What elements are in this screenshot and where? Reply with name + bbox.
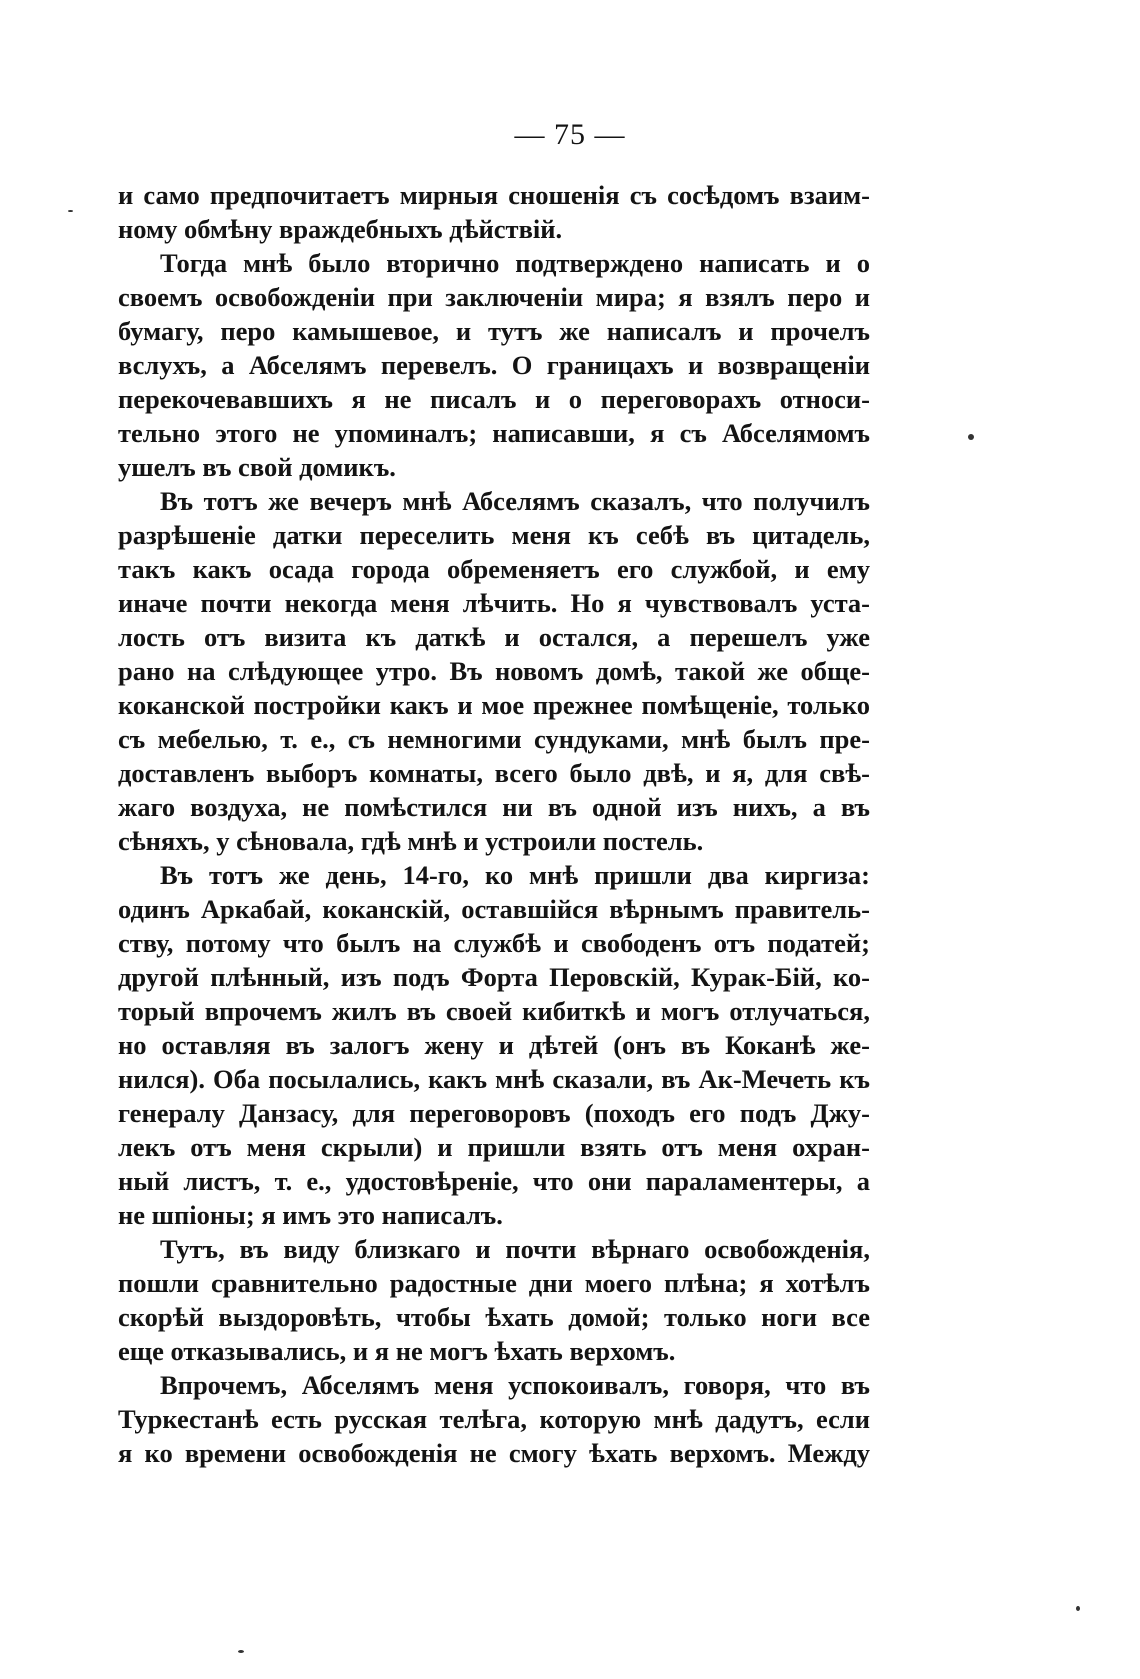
paragraph (118, 1232, 870, 1368)
text-line: генералу Данзасу, для переговоровъ (походъ его подъ Джу- (118, 1098, 870, 1128)
text-line: ству, потому что былъ на службѣ и свободенъ отъ податей; (118, 928, 870, 958)
text-line: и само предпочитаетъ мирныя сношенія съ сосѣдомъ взаим- (118, 180, 870, 210)
text-line: я ко времени освобожденія не смогу ѣхать верхомъ. Между (118, 1438, 870, 1468)
text-line: лость отъ визита къ даткѣ и остался, а перешелъ уже (118, 622, 870, 652)
text-line: тельно этого не упоминалъ; написавши, я съ Абселямомъ (118, 418, 870, 448)
text-line: Тутъ, въ виду близкаго и почти вѣрнаго освобожденія, (160, 1234, 870, 1264)
text-line: Въ тотъ же день, 14-го, ко мнѣ пришли два киргиза: (160, 860, 870, 890)
text-line: нился). Оба посылались, какъ мнѣ сказали, въ Ак-Мечеть къ (118, 1064, 870, 1094)
text-line: бумагу, перо камышевое, и тутъ же написалъ и прочелъ (118, 316, 870, 346)
page-number: — 75 — (514, 118, 626, 151)
text-line: другой плѣнный, изъ подъ Форта Перовскій, Курак-Бій, ко- (118, 962, 870, 992)
text-line: ушелъ въ свой домикъ. (118, 452, 396, 482)
text-line: разрѣшеніе датки переселить меня къ себѣ въ цитадель, (118, 520, 870, 550)
text-line: доставленъ выборъ комнаты, всего было двѣ, и я, для свѣ- (118, 758, 870, 788)
scan-speck (968, 434, 974, 440)
text-line: Впрочемъ, Абселямъ меня успокоивалъ, говоря, что въ (160, 1370, 870, 1400)
text-line: жаго воздуха, не помѣстился ни въ одной изъ нихъ, а въ (118, 792, 870, 822)
text-line: ному обмѣну враждебныхъ дѣйствій. (118, 214, 563, 244)
text-line: не шпіоны; я имъ это написалъ. (118, 1200, 503, 1230)
scan-speck (1076, 1606, 1080, 1611)
text-line: лекъ отъ меня скрыли) и пришли взять отъ меня охран- (118, 1132, 870, 1162)
scan-speck (68, 210, 73, 212)
paragraph (118, 246, 870, 484)
text-line: вслухъ, а Абселямъ перевелъ. О границахъ и возвращеніи (118, 350, 870, 380)
text-line: но оставляя въ залогъ жену и дѣтей (онъ въ Коканѣ же- (118, 1030, 870, 1060)
text-line: рано на слѣдующее утро. Въ новомъ домѣ, такой же обще- (118, 656, 870, 686)
text-line: сѣняхъ, у сѣновала, гдѣ мнѣ и устроили постель. (118, 826, 704, 856)
paragraph (118, 858, 870, 1232)
text-line: съ мебелью, т. е., съ немногими сундуками, мнѣ былъ пре- (118, 724, 870, 754)
paragraph (118, 1368, 870, 1470)
paragraph (118, 484, 870, 858)
text-line: перекочевавшихъ я не писалъ и о переговорахъ относи- (118, 384, 870, 414)
text-line: пошли сравнительно радостные дни моего плѣна; я хотѣлъ (118, 1268, 870, 1298)
text-line: Въ тотъ же вечеръ мнѣ Абселямъ сказалъ, что получилъ (160, 486, 870, 516)
text-line: коканской постройки какъ и мое прежнее помѣщеніе, только (118, 690, 870, 720)
text-line: ный листъ, т. е., удостовѣреніе, что они параламентеры, а (118, 1166, 870, 1196)
text-line: своемъ освобожденіи при заключеніи мира; я взялъ перо и (118, 282, 870, 312)
text-line: такъ какъ осада города обременяетъ его службой, и ему (118, 554, 870, 584)
body-text (118, 178, 870, 1470)
text-line: скорѣй выздоровѣть, чтобы ѣхать домой; только ноги все (118, 1302, 870, 1332)
text-line: Туркестанѣ есть русская телѣга, которую мнѣ дадутъ, если (118, 1404, 870, 1434)
text-line: еще отказывались, и я не могъ ѣхать верхомъ. (118, 1336, 676, 1366)
text-line: Тогда мнѣ было вторично подтверждено написать и о (160, 248, 870, 278)
scan-speck (238, 1650, 244, 1653)
text-line: торый впрочемъ жилъ въ своей кибиткѣ и могъ отлучаться, (118, 996, 870, 1026)
text-line: одинъ Аркабай, коканскій, оставшійся вѣрнымъ правитель- (118, 894, 870, 924)
text-line: иначе почти некогда меня лѣчить. Но я чувствовалъ уста- (118, 588, 870, 618)
paragraph (118, 178, 870, 246)
